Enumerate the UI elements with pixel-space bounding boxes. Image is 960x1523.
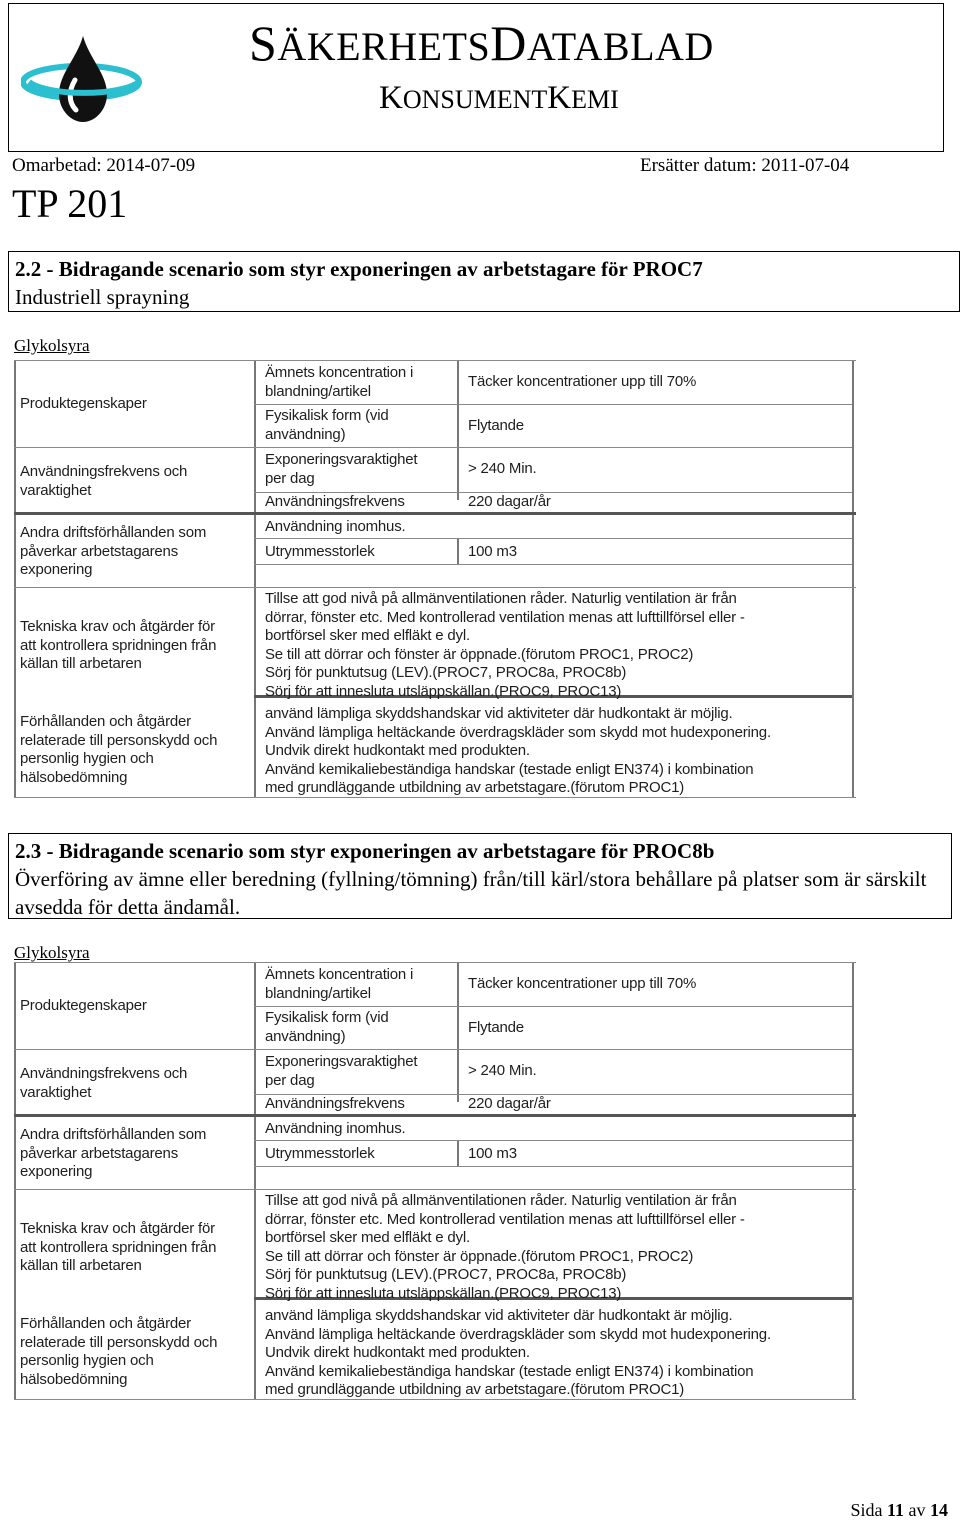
parameter-label-line: per dag bbox=[265, 469, 315, 487]
category-label-line: Tekniska krav och åtgärder för bbox=[20, 1220, 215, 1237]
parameter-value: 220 dagar/år bbox=[468, 493, 551, 510]
measure-line: Tillse att god nivå på allmänventilationen råder. Naturlig ventilation är från bbox=[265, 590, 737, 607]
category-label-line: Förhållanden och åtgärder bbox=[20, 713, 191, 730]
parameter-value: Täcker koncentrationer upp till 70% bbox=[468, 373, 697, 390]
parameter-label-line: blandning/artikel bbox=[265, 984, 371, 1002]
category-label bbox=[20, 713, 217, 787]
parameter-label bbox=[265, 543, 375, 562]
table-border-right bbox=[852, 360, 854, 797]
exposure-conditions-table bbox=[14, 360, 856, 797]
parameter-label-line: användning) bbox=[265, 425, 346, 443]
category-label-line: påverkar arbetstagarens bbox=[20, 542, 178, 560]
table-rule bbox=[254, 1140, 852, 1141]
parameter-value: 100 m3 bbox=[468, 543, 517, 560]
personal-measures bbox=[265, 705, 771, 798]
table-rule bbox=[14, 962, 856, 963]
category-label-line: påverkar arbetstagarens bbox=[20, 1144, 178, 1162]
table-rule bbox=[254, 1166, 852, 1167]
header-box bbox=[8, 3, 944, 152]
table-border-left bbox=[14, 360, 16, 797]
measure-line: dörrar, fönster etc. Med kontrollerad ventilation menas att lufttillförsel eller - bbox=[265, 608, 745, 626]
measure-line: bortförsel sker med elfläkt e dyl. bbox=[265, 627, 470, 644]
table-rule bbox=[254, 447, 852, 448]
category-label-line: Användningsfrekvens och bbox=[20, 463, 188, 480]
table-divider bbox=[457, 962, 459, 1102]
parameter-label-line: Användningsfrekvens bbox=[265, 493, 405, 510]
page-number: Sida 11 av 14 bbox=[850, 1500, 948, 1520]
table-border-right bbox=[852, 962, 854, 1399]
category-label-line: personlig hygien och bbox=[20, 1352, 154, 1369]
document-id: TP 201 bbox=[12, 181, 128, 226]
category-label bbox=[20, 524, 206, 580]
category-label-line: att kontrollera spridningen från bbox=[20, 636, 217, 654]
table-divider bbox=[254, 962, 256, 1399]
category-label-line: hälsobedömning bbox=[20, 1370, 128, 1388]
table-rule bbox=[254, 1006, 852, 1007]
technical-measures bbox=[265, 1192, 745, 1303]
document-title: SÄKERHETSDATABLAD bbox=[249, 15, 714, 71]
table-rule bbox=[14, 587, 856, 588]
measure-line: Se till att dörrar och fönster är öppnade.(förutom PROC1, PROC2) bbox=[265, 645, 694, 663]
parameter-label-line: blandning/artikel bbox=[265, 382, 371, 400]
replaces-date: Ersätter datum: 2011-07-04 bbox=[640, 155, 850, 176]
substance-name: Glykolsyra bbox=[14, 336, 90, 355]
parameter-label-line: Exponeringsvaraktighet bbox=[265, 451, 418, 468]
scenario-heading: 2.2 - Bidragande scenario som styr exponeringen av arbetstagare för PROC7 bbox=[15, 257, 703, 281]
category-label-line: varaktighet bbox=[20, 1083, 92, 1101]
measure-line: Sörj för att innesluta utsläppskällan.(PROC9, PROC13) bbox=[265, 682, 622, 700]
table-rule bbox=[254, 564, 852, 565]
category-label-line: källan till arbetaren bbox=[20, 1257, 142, 1274]
measure-line: Sörj för punktutsug (LEV).(PROC7, PROC8a, PROC8b) bbox=[265, 664, 627, 681]
parameter-label bbox=[265, 1053, 417, 1090]
table-rule bbox=[14, 1114, 856, 1117]
category-label-line: Andra driftsförhållanden som bbox=[20, 524, 207, 541]
parameter-label bbox=[265, 1120, 405, 1139]
category-label bbox=[20, 395, 147, 414]
category-label-line: personlig hygien och bbox=[20, 750, 154, 767]
measure-line: dörrar, fönster etc. Med kontrollerad ventilation menas att lufttillförsel eller - bbox=[265, 1210, 745, 1228]
category-label-line: Andra driftsförhållanden som bbox=[20, 1126, 207, 1143]
logo-drop-icon bbox=[21, 32, 147, 128]
table-rule bbox=[14, 360, 856, 361]
category-label-line: hälsobedömning bbox=[20, 768, 128, 786]
parameter-label-line: Exponeringsvaraktighet bbox=[265, 1053, 418, 1070]
table-rule bbox=[14, 1189, 856, 1190]
measure-line: Sörj för att innesluta utsläppskällan.(PROC9, PROC13) bbox=[265, 1284, 622, 1302]
category-label-line: Tekniska krav och åtgärder för bbox=[20, 618, 215, 635]
scenario-description: Industriell sprayning bbox=[15, 285, 190, 309]
table-rule bbox=[254, 404, 852, 405]
category-label-line: Produktegenskaper bbox=[20, 395, 147, 412]
parameter-value: 100 m3 bbox=[468, 1145, 517, 1162]
category-label-line: varaktighet bbox=[20, 481, 92, 499]
parameter-label-line: Ämnets koncentration i bbox=[265, 364, 414, 381]
measure-line: Tillse att god nivå på allmänventilationen råder. Naturlig ventilation är från bbox=[265, 1192, 737, 1209]
table-divider bbox=[457, 538, 459, 564]
revised-date: Omarbetad: 2014-07-09 bbox=[12, 155, 196, 176]
category-label-line: relaterade till personskydd och bbox=[20, 731, 218, 749]
parameter-label-line: Fysikalisk form (vid bbox=[265, 407, 389, 424]
parameter-label bbox=[265, 493, 405, 512]
parameter-label bbox=[265, 451, 417, 488]
parameter-label bbox=[265, 407, 389, 444]
parameter-label-line: Utrymmesstorlek bbox=[265, 543, 375, 560]
category-label bbox=[20, 997, 147, 1016]
category-label-line: relaterade till personskydd och bbox=[20, 1333, 218, 1351]
parameter-value: Flytande bbox=[468, 417, 524, 434]
category-label bbox=[20, 1065, 187, 1102]
table-rule bbox=[14, 512, 856, 515]
category-label-line: Användningsfrekvens och bbox=[20, 1065, 188, 1082]
category-label-line: Produktegenskaper bbox=[20, 997, 147, 1014]
measure-line: Undvik direkt hudkontakt med produkten. bbox=[265, 742, 530, 759]
category-label bbox=[20, 1126, 206, 1182]
scenario-heading: 2.3 - Bidragande scenario som styr exponeringen av arbetstagare för PROC8b bbox=[15, 839, 715, 863]
parameter-label-line: Ämnets koncentration i bbox=[265, 966, 414, 983]
parameter-label bbox=[265, 1145, 375, 1164]
parameter-label-line: Användning inomhus. bbox=[265, 1120, 406, 1137]
parameter-label bbox=[265, 364, 413, 401]
parameter-label-line: Fysikalisk form (vid bbox=[265, 1009, 389, 1026]
scenario-description: Överföring av ämne eller beredning (fyllning/tömning) från/till kärl/stora behållare på platser som är särskilt avsedda för detta ändamål. bbox=[15, 867, 927, 919]
measure-line: Använd kemikaliebeständiga handskar (testade enligt EN374) i kombination bbox=[265, 1362, 754, 1380]
category-label-line: Förhållanden och åtgärder bbox=[20, 1315, 191, 1332]
category-label bbox=[20, 1220, 216, 1276]
table-rule bbox=[254, 538, 852, 539]
scenario-heading-box bbox=[8, 251, 960, 312]
table-border-left bbox=[14, 962, 16, 1399]
table-divider bbox=[457, 360, 459, 500]
category-label-line: att kontrollera spridningen från bbox=[20, 1238, 217, 1256]
personal-measures bbox=[265, 1307, 771, 1400]
measure-line: Se till att dörrar och fönster är öppnade.(förutom PROC1, PROC2) bbox=[265, 1247, 694, 1265]
table-divider bbox=[457, 1140, 459, 1166]
parameter-label bbox=[265, 1095, 405, 1114]
table-rule bbox=[254, 1049, 852, 1050]
category-label bbox=[20, 618, 216, 674]
measure-line: använd lämpliga skyddshandskar vid aktiviteter där hudkontakt är möjlig. bbox=[265, 705, 733, 722]
measure-line: Använd kemikaliebeständiga handskar (testade enligt EN374) i kombination bbox=[265, 760, 754, 778]
parameter-label-line: Användningsfrekvens bbox=[265, 1095, 405, 1112]
scenario-heading-box bbox=[8, 833, 952, 919]
parameter-label bbox=[265, 1009, 389, 1046]
category-label-line: källan till arbetaren bbox=[20, 655, 142, 672]
parameter-value: Täcker koncentrationer upp till 70% bbox=[468, 975, 697, 992]
measure-line: Använd lämpliga heltäckande överdragskläder som skydd mot hudexponering. bbox=[265, 723, 771, 741]
measure-line: med grundläggande utbildning av arbetstagare.(förutom PROC1) bbox=[265, 1381, 685, 1398]
exposure-conditions-table bbox=[14, 962, 856, 1399]
parameter-label bbox=[265, 966, 413, 1003]
category-label bbox=[20, 1315, 217, 1389]
measure-line: Använd lämpliga heltäckande överdragskläder som skydd mot hudexponering. bbox=[265, 1325, 771, 1343]
parameter-label-line: Användning inomhus. bbox=[265, 518, 406, 535]
technical-measures bbox=[265, 590, 745, 701]
measure-line: Undvik direkt hudkontakt med produkten. bbox=[265, 1344, 530, 1361]
measure-line: använd lämpliga skyddshandskar vid aktiviteter där hudkontakt är möjlig. bbox=[265, 1307, 733, 1324]
substance-name: Glykolsyra bbox=[14, 943, 90, 962]
category-label-line: exponering bbox=[20, 561, 93, 578]
parameter-label bbox=[265, 518, 405, 537]
table-divider bbox=[254, 360, 256, 797]
parameter-value: Flytande bbox=[468, 1019, 524, 1036]
category-label bbox=[20, 463, 187, 500]
category-label-line: exponering bbox=[20, 1163, 93, 1180]
measure-line: bortförsel sker med elfläkt e dyl. bbox=[265, 1229, 470, 1246]
measure-line: med grundläggande utbildning av arbetstagare.(förutom PROC1) bbox=[265, 779, 685, 796]
parameter-label-line: användning) bbox=[265, 1027, 346, 1045]
parameter-label-line: Utrymmesstorlek bbox=[265, 1145, 375, 1162]
document-subtitle: KONSUMENTKEMI bbox=[379, 80, 619, 116]
parameter-value: > 240 Min. bbox=[468, 460, 537, 477]
measure-line: Sörj för punktutsug (LEV).(PROC7, PROC8a, PROC8b) bbox=[265, 1266, 627, 1283]
parameter-value: 220 dagar/år bbox=[468, 1095, 551, 1112]
parameter-value: > 240 Min. bbox=[468, 1062, 537, 1079]
parameter-label-line: per dag bbox=[265, 1071, 315, 1089]
